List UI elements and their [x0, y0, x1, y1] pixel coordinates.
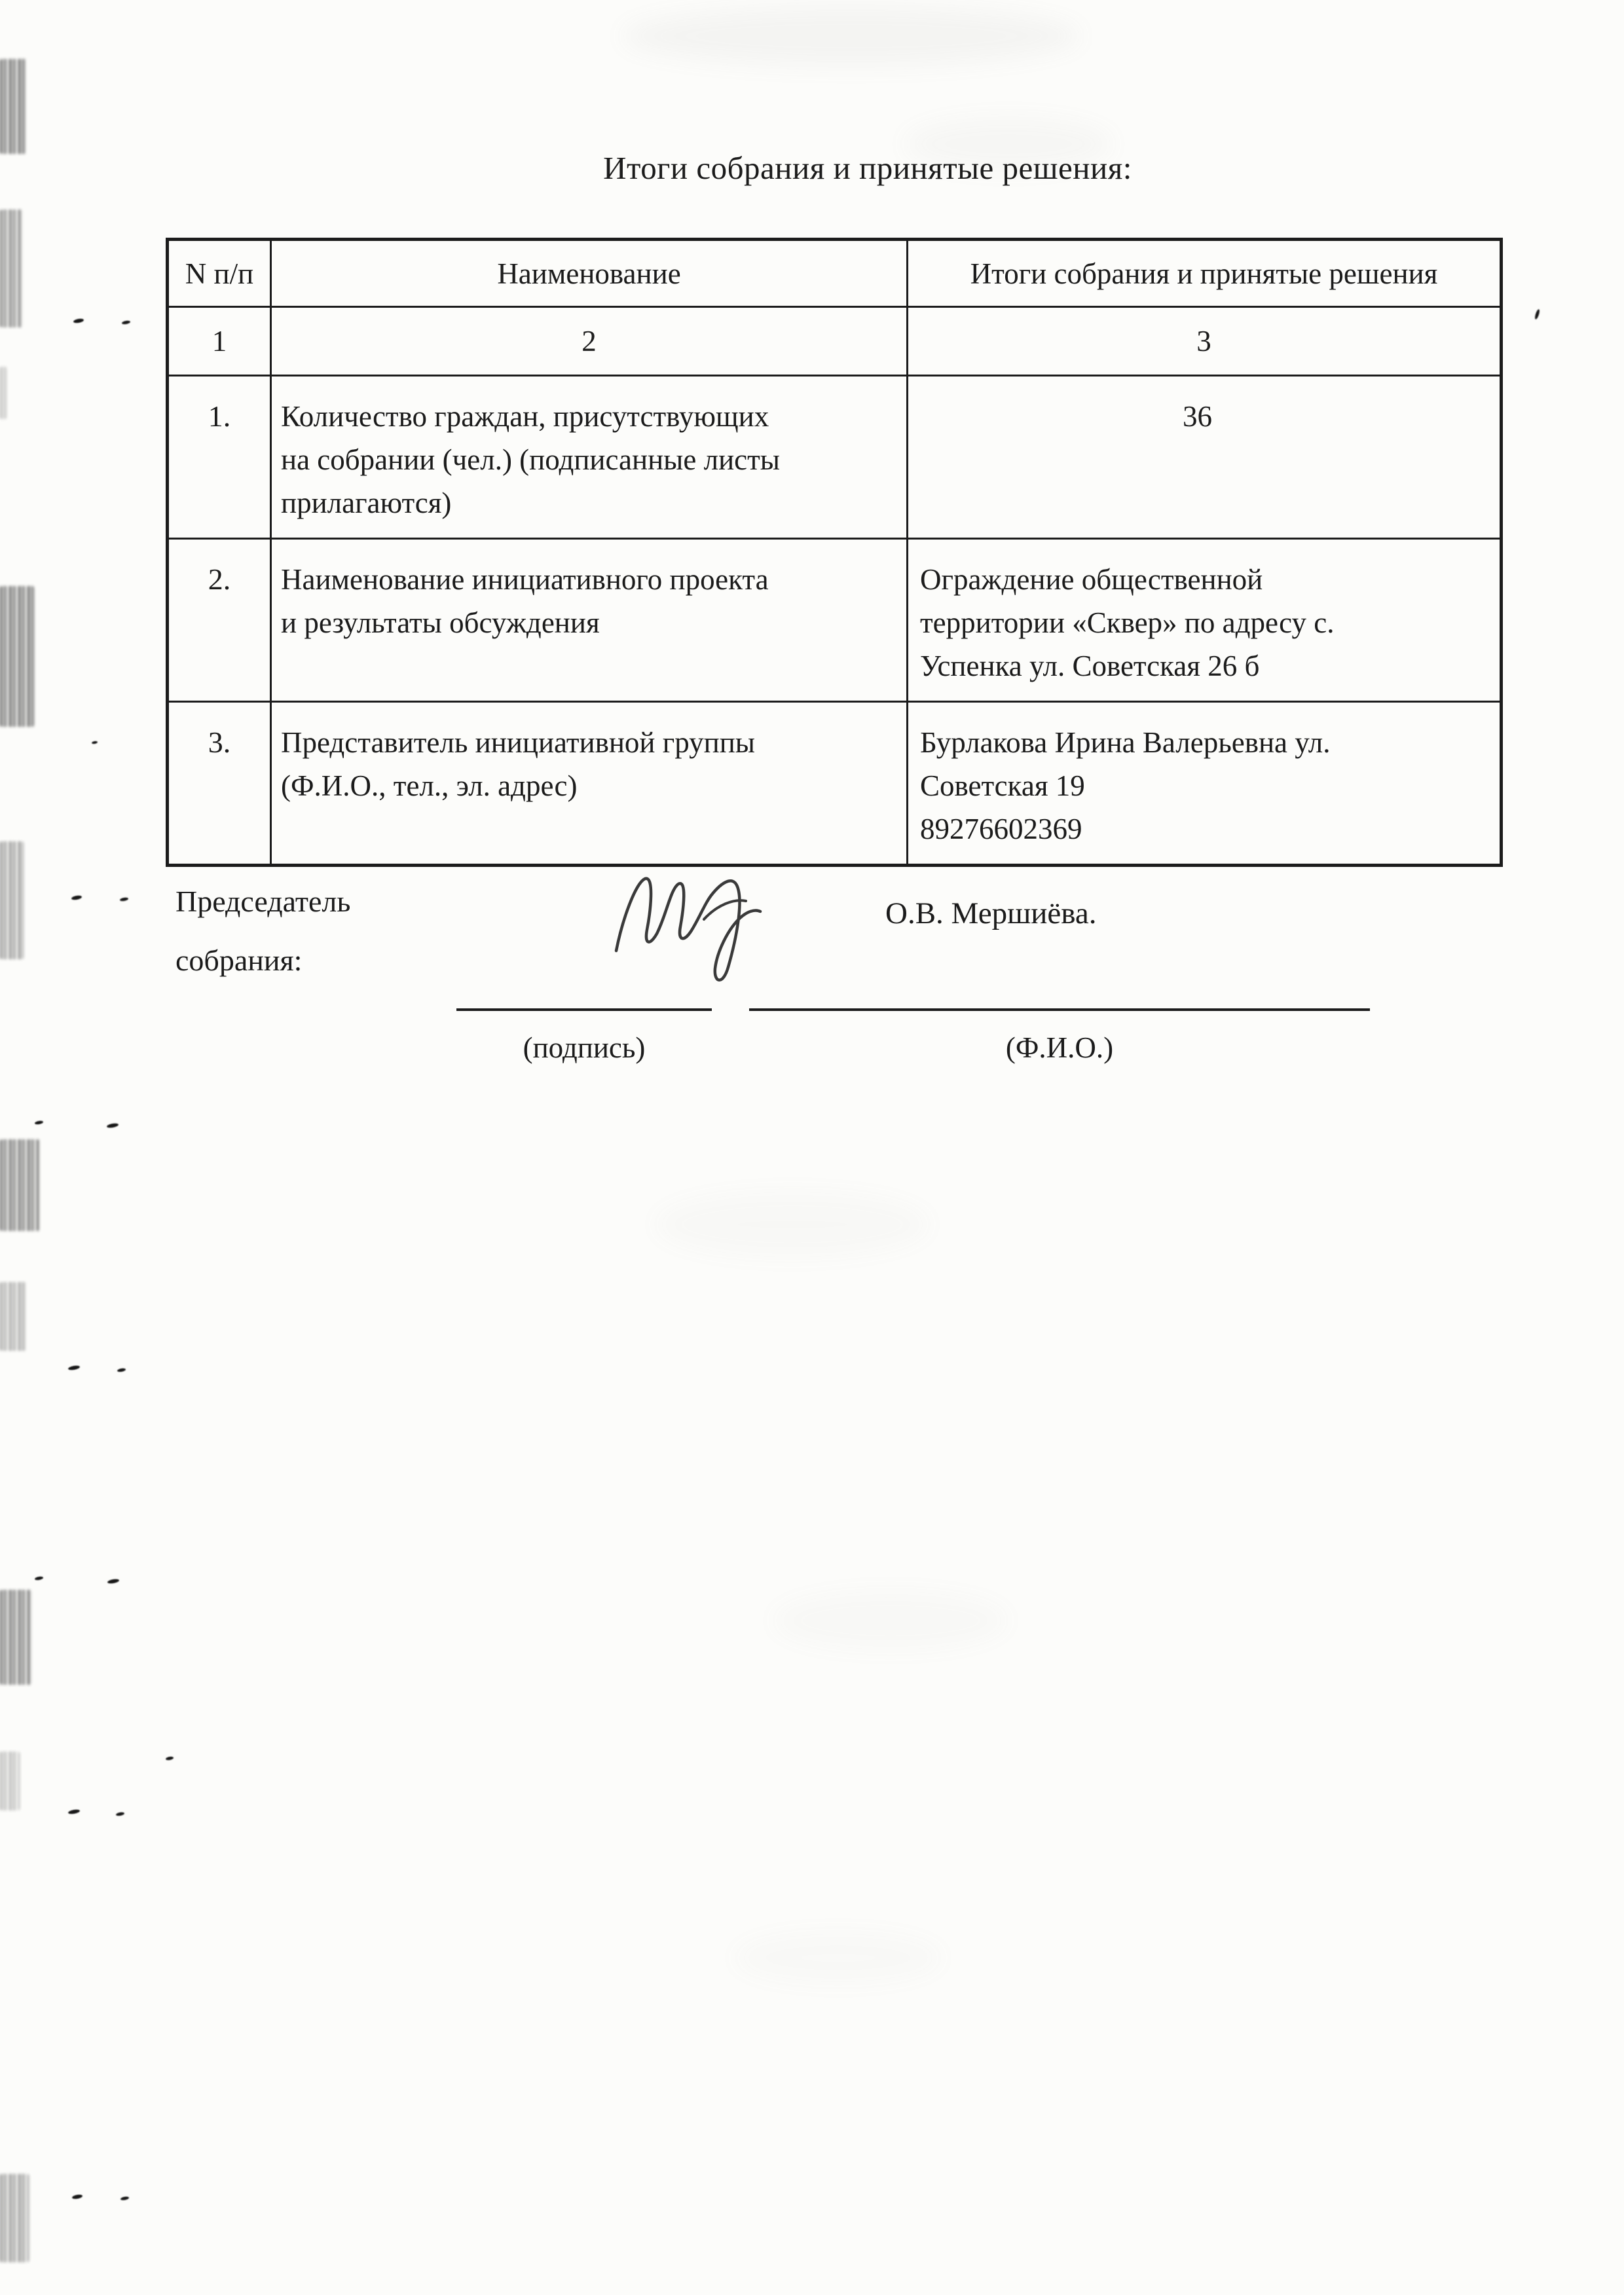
results-table: [166, 238, 1503, 867]
scan-artifact: [35, 1576, 44, 1581]
scan-artifact: [0, 210, 22, 327]
row-number: 2.: [168, 539, 271, 702]
cell-text-line: Бурлакова Ирина Валерьевна ул.: [920, 726, 1331, 759]
scan-artifact: [773, 1591, 1008, 1650]
role-line: собрания:: [175, 944, 303, 977]
chairman-name: О.В. Мершиёва.: [885, 896, 1097, 930]
cell-text-line: Наименование инициативного проекта: [281, 563, 769, 596]
table-header-row: [168, 240, 1502, 307]
cell-text-line: Количество граждан, присутствующих: [281, 400, 769, 433]
scan-artifact: [0, 2174, 29, 2262]
scan-artifact: [71, 895, 83, 901]
row-name-cell: [271, 539, 908, 702]
column-header-num: N п/п: [168, 240, 271, 307]
table-row: [168, 539, 1502, 702]
scan-artifact: [120, 2196, 130, 2201]
cell-text-line: Успенка ул. Советская 26 б: [920, 650, 1260, 682]
scan-artifact: [35, 1120, 44, 1125]
scan-artifact: [0, 1752, 20, 1810]
scan-artifact: [68, 1365, 81, 1370]
fio-underline: [749, 1008, 1370, 1011]
cell-text-line: Представитель инициативной группы: [281, 726, 756, 759]
table-row: [168, 702, 1502, 866]
cell-text-line: Ограждение общественной: [920, 563, 1263, 596]
column-header-results: Итоги собрания и принятые решения: [908, 240, 1502, 307]
scan-artifact: [68, 1808, 81, 1814]
scan-artifact: [117, 1368, 126, 1372]
cell-text-line: Советская 19: [920, 769, 1085, 802]
column-number: 2: [271, 307, 908, 376]
page-title: Итоги собрания и принятые решения:: [603, 150, 1132, 186]
cell-text-line: 36: [1183, 400, 1212, 433]
scan-artifact: [0, 1139, 39, 1231]
scan-artifact: [0, 1590, 31, 1685]
scan-artifact: [72, 2194, 83, 2200]
scan-artifact: [122, 320, 131, 325]
scan-artifact: [120, 897, 129, 902]
role-line: Председатель: [175, 885, 351, 918]
scan-artifact: [655, 1192, 930, 1257]
fio-caption: (Ф.И.О.): [1005, 1031, 1114, 1064]
table-row: [168, 376, 1502, 539]
row-result-cell: [908, 539, 1502, 702]
cell-text-line: (Ф.И.О., тел., эл. адрес): [281, 769, 578, 802]
cell-text-line: и результаты обсуждения: [281, 606, 600, 639]
scan-artifact: [116, 1812, 125, 1816]
scan-artifact: [622, 7, 1080, 65]
cell-text-line: территории «Сквер» по адресу с.: [920, 606, 1335, 639]
scan-artifact: [0, 59, 26, 154]
scan-artifact: [1534, 309, 1541, 320]
column-number: 1: [168, 307, 271, 376]
scan-artifact: [92, 741, 98, 744]
cell-text-line: на собрании (чел.) (подписанные листы: [281, 443, 781, 476]
row-name-cell: [271, 376, 908, 539]
handwritten-signature: [606, 841, 783, 995]
column-header-name: Наименование: [271, 240, 908, 307]
scan-artifact: [0, 841, 24, 959]
scan-artifact: [107, 1578, 120, 1584]
row-number: 1.: [168, 376, 271, 539]
row-number: 3.: [168, 702, 271, 866]
row-name-cell: [271, 702, 908, 866]
column-number: 3: [908, 307, 1502, 376]
scan-artifact: [0, 367, 7, 419]
row-result-cell: [908, 376, 1502, 539]
scan-artifact: [107, 1122, 119, 1128]
column-number-row: [168, 307, 1502, 376]
cell-text-line: прилагаются): [281, 487, 452, 519]
cell-text-line: 89276602369: [920, 813, 1082, 845]
scan-artifact: [73, 318, 84, 324]
signature-underline: [456, 1008, 712, 1011]
row-result-cell: [908, 702, 1502, 866]
scan-artifact: [0, 1282, 26, 1351]
scan-artifact: [166, 1756, 174, 1761]
scan-artifact: [0, 586, 34, 727]
scan-artifact: [733, 1932, 943, 1984]
chairman-role-label: [175, 872, 350, 990]
signature-caption: (подпись): [523, 1031, 646, 1064]
